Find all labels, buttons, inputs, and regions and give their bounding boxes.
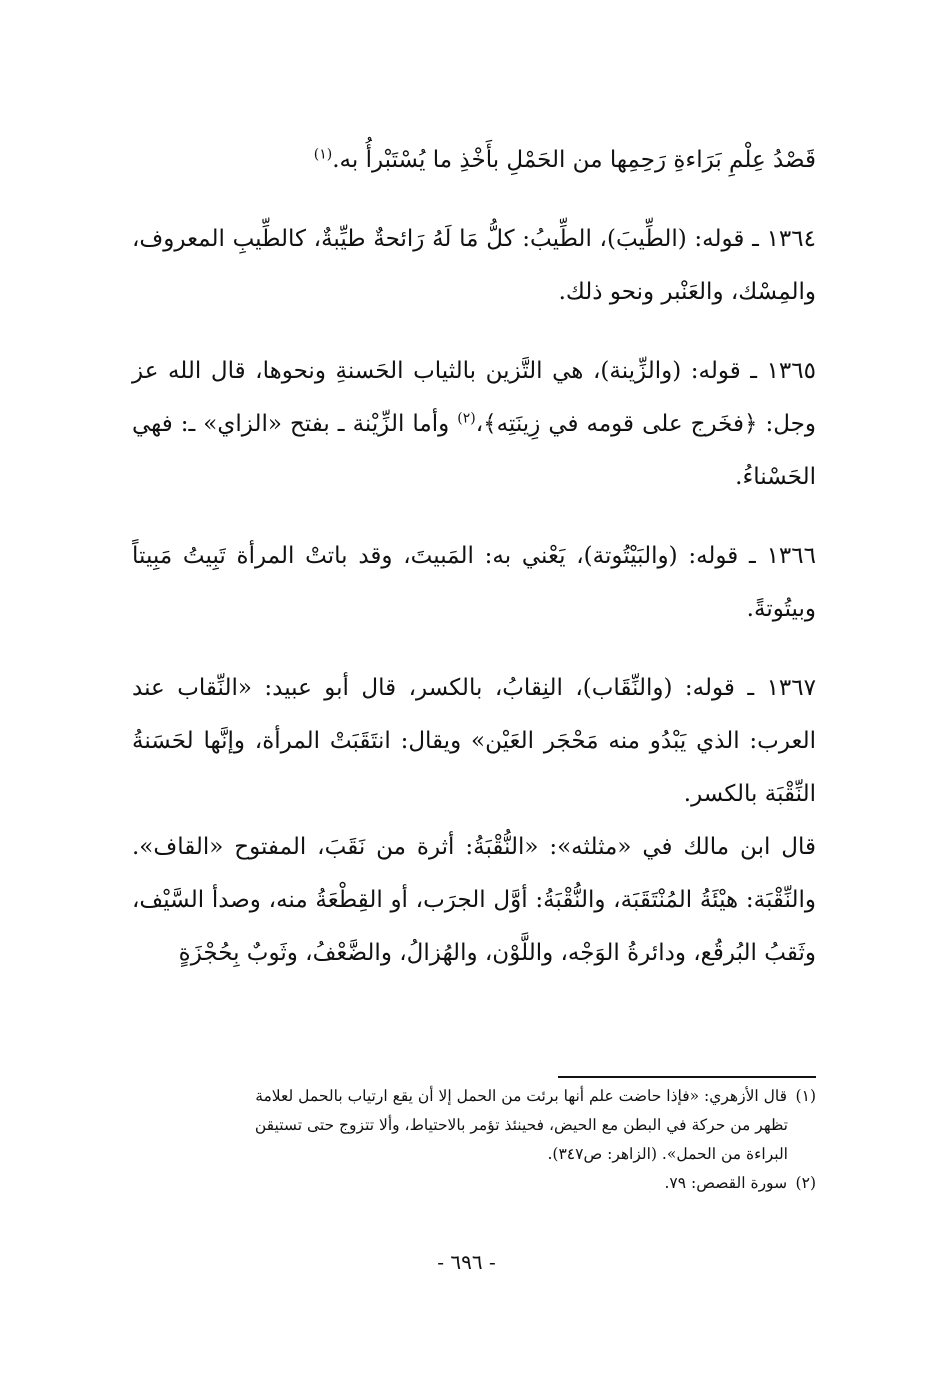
paragraph-text: قال ابن مالك في «مثلثه»: «النُّقْبَةُ: أثرة من نَقَبَ، المفتوح «القاف». والنِّقْبَة: هيْئَةُ المُنْتَقَبَة، والنُّقْبَةُ: أوَّل الجرَب، أو القِطْعَةُ منه، وصدأ السَّيْف، وثَقبُ البُرقُع، ودائرةُ الوَجْه، واللَّوْن، والهُزالُ، والضَّعْفُ، وثَوبٌ بِحُجْزَةٍ [132,834,816,966]
footnote-1-line-2: تظهر من حركة في البطن مع الحيض، فحينئذ تؤمر بالاحتياط، وألا تتزوج حتى تستيقن [254,1116,788,1134]
footnote-divider [558,1076,816,1078]
entry-1365 [132,345,816,504]
paragraph-continuation [132,134,816,187]
paragraph-ibn-malik [132,821,816,980]
entry-1366 [132,530,816,636]
entry-1367 [132,662,816,821]
footnote-2 [132,1169,816,1198]
entry-1364 [132,213,816,319]
paragraph-text-cont: وأما الزِّيْنة ـ بفتح «الزاي» ـ: فهي الحَسْناءُ. [132,411,816,490]
footnote-number: (١) [795,1087,816,1105]
footnotes [132,1082,816,1198]
footnote-ref-1: (١) [313,146,333,163]
paragraph-text: ١٣٦٥ ـ قوله: (والزِّينة)، هي التَّزين بالثياب الحَسنةِ ونحوها، قال الله عز وجل: ﴿فخَرج على قومه في زِينَتِه﴾، [132,358,816,437]
paragraph-text: ١٣٦٧ ـ قوله: (والنِّقَاب)، النِقابُ، بالكسر، قال أبو عبيد: «النِّقاب عند العرب: الذي يَبْدُو منه مَحْجَر العَيْن» ويقال: انتَقَبَتْ المرأة، وإنَّها لحَسَنةُ النِّقْبَة بالكسر. [132,675,816,807]
footnote-1 [132,1082,816,1111]
main-text [132,134,816,980]
footnote-number: (٢) [795,1174,816,1192]
page-number: - ٦٩٦ - [437,1250,496,1274]
paragraph-text: قَصْدُ عِلْمِ بَرَاءةِ رَحِمِها من الحَمْلِ بأَخْذِ ما يُسْتَبْرأُ به. [332,147,816,173]
footnote-text: قال الأزهري: «فإذا حاضت علم أنها برئت من الحمل إلا أن يقع ارتياب بالحمل لعلامة [255,1087,788,1105]
paragraph-text: ١٣٦٦ ـ قوله: (والبَيْتُوتة)، يَعْني به: المَبيتَ، وقد باتتْ المرأة تَبِيتُ مَبِيتاً وبيتُوتةً. [132,543,816,622]
paragraph-text: ١٣٦٤ ـ قوله: (الطِّيبَ)، الطِّيبُ: كلُّ مَا لَهُ رَائحةٌ طيِّبةٌ، كالطِّيبِ المعروف، والمِسْك، والعَنْبر ونحو ذلك. [132,226,816,305]
footnote-ref-2: (٢) [457,410,476,427]
footnote-text: سورة القصص: ٧٩. [664,1174,788,1192]
footnote-1-line-3: البراءة من الحمل». (الزاهر: ص٣٤٧). [547,1145,788,1163]
